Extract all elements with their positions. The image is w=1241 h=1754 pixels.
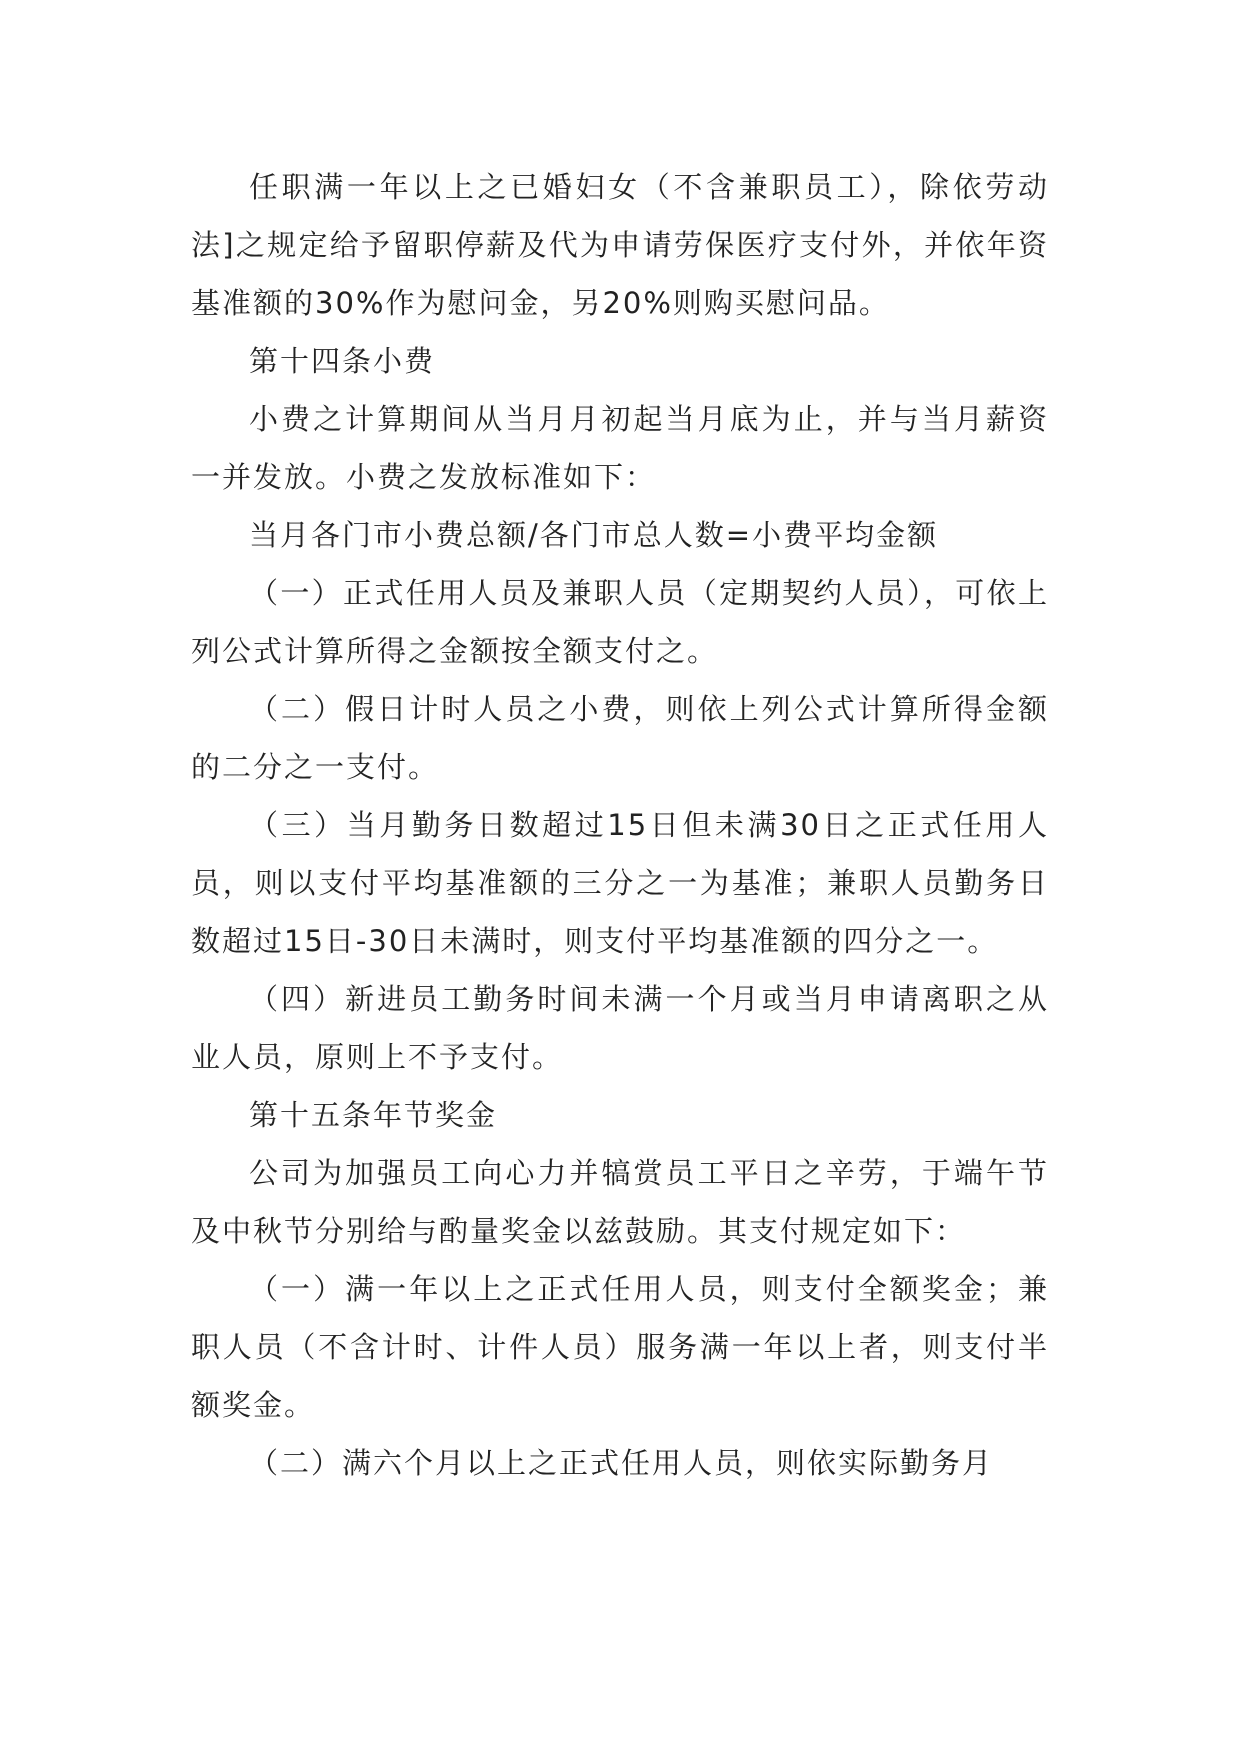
- article-14-heading: 第十四条小费: [249, 344, 436, 378]
- paragraph-tip-item-4: （四）新进员工勤务时间未满一个月或当月申请离职之从业人员，原则上不予支付。: [191, 982, 1049, 1074]
- document-body: [191, 158, 1049, 1492]
- paragraph-tip-period: 小费之计算期间从当月月初起当月底为止，并与当月薪资一并发放。小费之发放标准如下：: [191, 402, 1049, 494]
- article-15-heading: 第十五条年节奖金: [249, 1098, 498, 1132]
- paragraph-holiday-bonus-intro: 公司为加强员工向心力并犒赏员工平日之辛劳，于端午节及中秋节分别给与酌量奖金以兹鼓励。其支付规定如下：: [191, 1156, 1049, 1248]
- paragraph-married-women-leave: 任职满一年以上之已婚妇女（不含兼职员工），除依劳动法]之规定给予留职停薪及代为申请劳保医疗支付外，并依年资基准额的30%作为慰问金，另20%则购买慰问品。: [191, 170, 1049, 320]
- paragraph-tip-item-3: （三）当月勤务日数超过15日但未满30日之正式任用人员，则以支付平均基准额的三分之一为基准；兼职人员勤务日数超过15日-30日未满时，则支付平均基准额的四分之一。: [191, 808, 1049, 958]
- paragraph-bonus-item-1: （一）满一年以上之正式任用人员，则支付全额奖金；兼职人员（不含计时、计件人员）服务满一年以上者，则支付半额奖金。: [191, 1272, 1049, 1422]
- paragraph-tip-item-1: （一）正式任用人员及兼职人员（定期契约人员），可依上列公式计算所得之金额按全额支付之。: [191, 576, 1049, 668]
- paragraph-tip-item-2: （二）假日计时人员之小费，则依上列公式计算所得金额的二分之一支付。: [191, 692, 1049, 784]
- paragraph-tip-formula: 当月各门市小费总额/各门市总人数=小费平均金额: [249, 518, 939, 552]
- paragraph-bonus-item-2: （二）满六个月以上之正式任用人员，则依实际勤务月: [249, 1446, 994, 1480]
